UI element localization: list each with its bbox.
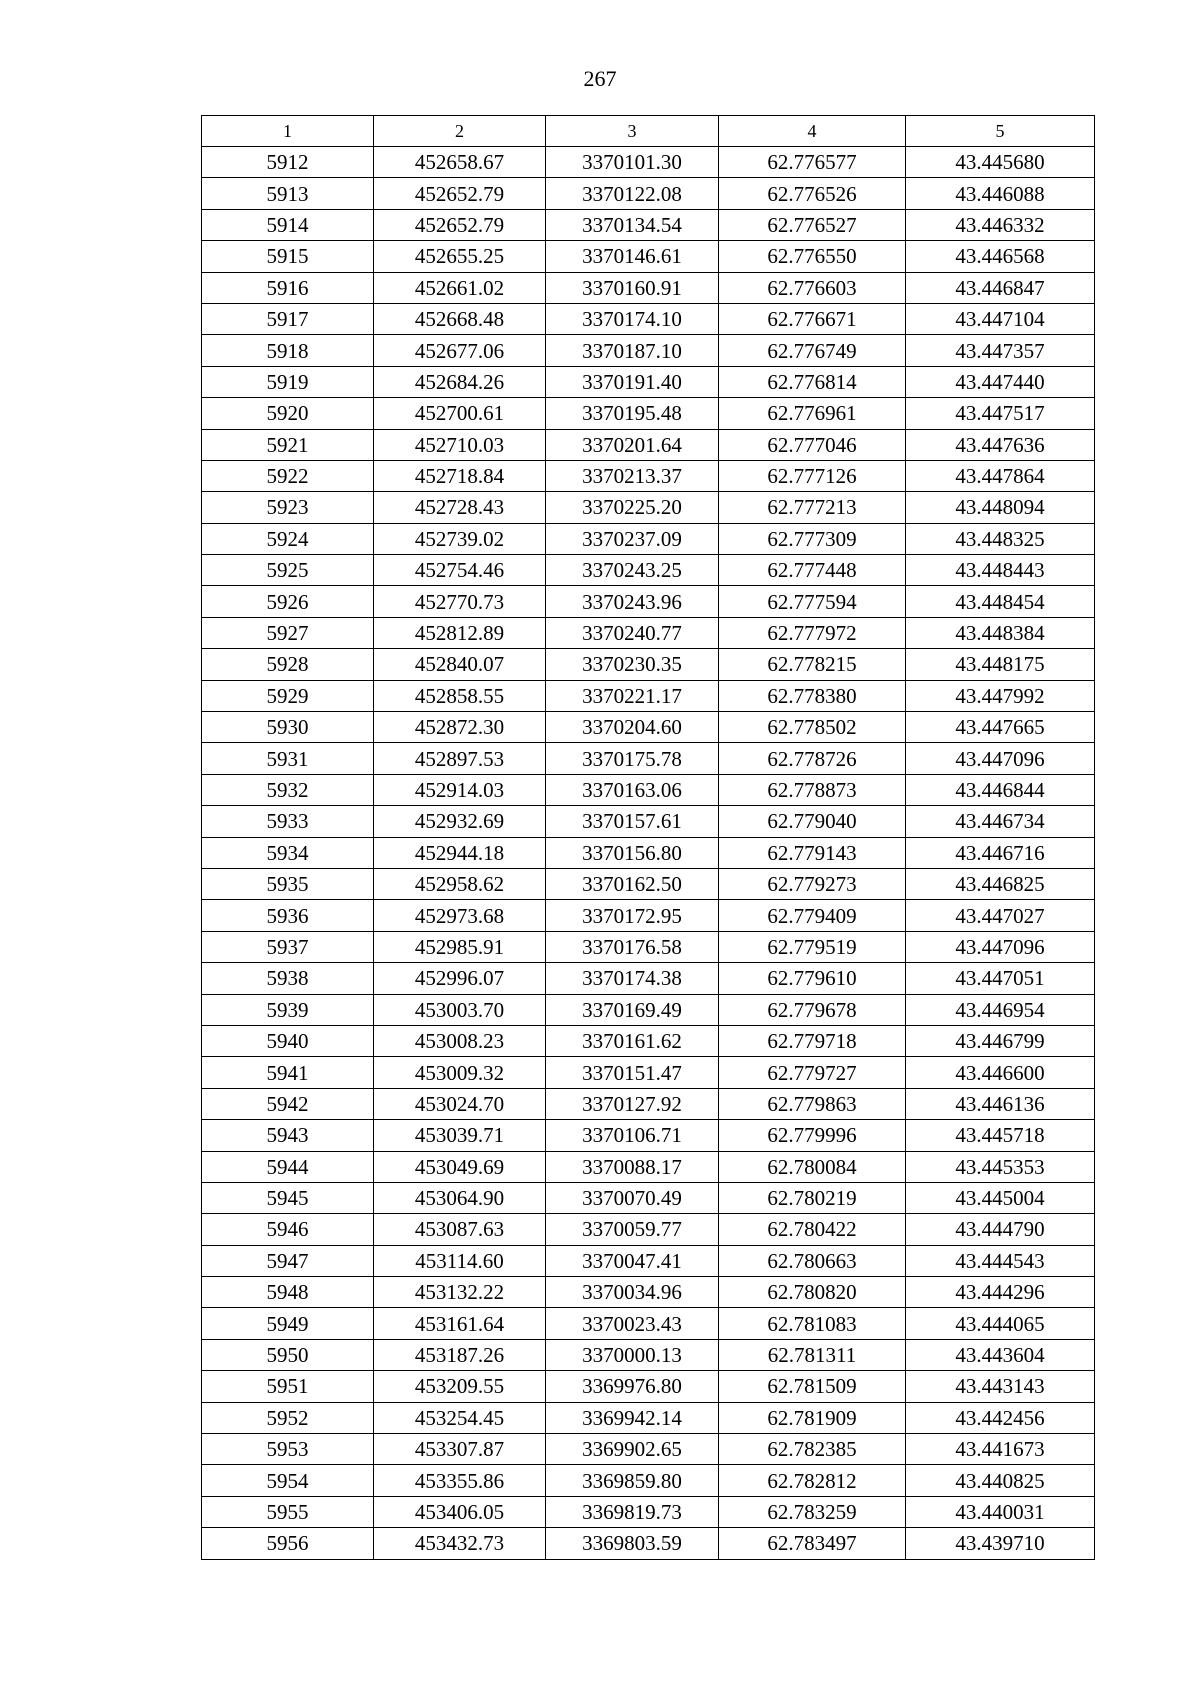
table-cell-col-2: 452958.62 [374, 868, 546, 899]
table-row [202, 1308, 1095, 1339]
table-row [202, 209, 1095, 240]
table-cell-col-5: 43.446136 [906, 1088, 1095, 1119]
table-cell-col-2: 452661.02 [374, 272, 546, 303]
table-row [202, 1120, 1095, 1151]
table-cell-col-1: 5923 [202, 492, 374, 523]
table-cell-col-2: 453307.87 [374, 1434, 546, 1465]
table-cell-col-5: 43.447440 [906, 366, 1095, 397]
table-cell-col-3: 3370174.38 [546, 963, 719, 994]
table-cell-col-4: 62.776526 [719, 178, 906, 209]
table-cell-col-2: 452932.69 [374, 806, 546, 837]
table-cell-col-5: 43.447864 [906, 460, 1095, 491]
table-cell-col-4: 62.776671 [719, 303, 906, 334]
table-cell-col-1: 5924 [202, 523, 374, 554]
table-cell-col-4: 62.780820 [719, 1277, 906, 1308]
table-cell-col-1: 5942 [202, 1088, 374, 1119]
table-cell-col-3: 3370157.61 [546, 806, 719, 837]
table-cell-col-4: 62.783259 [719, 1496, 906, 1527]
table-header-row [202, 116, 1095, 147]
table-cell-col-4: 62.779610 [719, 963, 906, 994]
table-cell-col-1: 5940 [202, 1025, 374, 1056]
table-row [202, 272, 1095, 303]
table-cell-col-2: 453132.22 [374, 1277, 546, 1308]
table-cell-col-1: 5952 [202, 1402, 374, 1433]
table-cell-col-2: 452684.26 [374, 366, 546, 397]
table-row [202, 774, 1095, 805]
table-cell-col-3: 3370161.62 [546, 1025, 719, 1056]
table-cell-col-3: 3370156.80 [546, 837, 719, 868]
column-header-5: 5 [906, 116, 1095, 147]
table-cell-col-5: 43.446332 [906, 209, 1095, 240]
table-cell-col-2: 453254.45 [374, 1402, 546, 1433]
table-row [202, 1214, 1095, 1245]
table-cell-col-1: 5953 [202, 1434, 374, 1465]
table-cell-col-5: 43.446799 [906, 1025, 1095, 1056]
table-cell-col-2: 452973.68 [374, 900, 546, 931]
table-row [202, 492, 1095, 523]
table-cell-col-5: 43.447636 [906, 429, 1095, 460]
table-cell-col-4: 62.781509 [719, 1371, 906, 1402]
table-row [202, 743, 1095, 774]
table-cell-col-4: 62.780422 [719, 1214, 906, 1245]
table-cell-col-5: 43.441673 [906, 1434, 1095, 1465]
table-cell-col-4: 62.779519 [719, 931, 906, 962]
table-cell-col-1: 5935 [202, 868, 374, 899]
table-cell-col-5: 43.446716 [906, 837, 1095, 868]
table-cell-col-1: 5914 [202, 209, 374, 240]
table-cell-col-4: 62.776961 [719, 398, 906, 429]
table-cell-col-1: 5937 [202, 931, 374, 962]
table-cell-col-5: 43.446954 [906, 994, 1095, 1025]
table-cell-col-3: 3370195.48 [546, 398, 719, 429]
table-cell-col-1: 5934 [202, 837, 374, 868]
table-cell-col-4: 62.782812 [719, 1465, 906, 1496]
table-cell-col-4: 62.777309 [719, 523, 906, 554]
table-cell-col-2: 452658.67 [374, 147, 546, 178]
table-cell-col-3: 3370191.40 [546, 366, 719, 397]
table-cell-col-5: 43.445353 [906, 1151, 1095, 1182]
table-cell-col-2: 453432.73 [374, 1528, 546, 1559]
table-cell-col-1: 5938 [202, 963, 374, 994]
table-cell-col-2: 452652.79 [374, 209, 546, 240]
table-cell-col-1: 5920 [202, 398, 374, 429]
table-cell-col-2: 452840.07 [374, 649, 546, 680]
table-cell-col-1: 5943 [202, 1120, 374, 1151]
table-row [202, 837, 1095, 868]
table-cell-col-3: 3370237.09 [546, 523, 719, 554]
table-row [202, 1402, 1095, 1433]
table-row [202, 398, 1095, 429]
table-row [202, 335, 1095, 366]
table-cell-col-4: 62.777213 [719, 492, 906, 523]
table-cell-col-3: 3370023.43 [546, 1308, 719, 1339]
table-row [202, 680, 1095, 711]
table-cell-col-2: 453049.69 [374, 1151, 546, 1182]
table-cell-col-5: 43.440825 [906, 1465, 1095, 1496]
table-row [202, 617, 1095, 648]
table-cell-col-5: 43.446734 [906, 806, 1095, 837]
table-row [202, 931, 1095, 962]
table-cell-col-2: 452944.18 [374, 837, 546, 868]
table-cell-col-5: 43.443604 [906, 1339, 1095, 1370]
table-cell-col-3: 3370243.25 [546, 555, 719, 586]
table-cell-col-1: 5941 [202, 1057, 374, 1088]
table-row [202, 586, 1095, 617]
table-cell-col-4: 62.779727 [719, 1057, 906, 1088]
table-cell-col-4: 62.776603 [719, 272, 906, 303]
table-cell-col-4: 62.779718 [719, 1025, 906, 1056]
table-row [202, 1182, 1095, 1213]
table-cell-col-3: 3370122.08 [546, 178, 719, 209]
table-cell-col-5: 43.446847 [906, 272, 1095, 303]
table-row [202, 303, 1095, 334]
table-row [202, 147, 1095, 178]
table-cell-col-4: 62.778873 [719, 774, 906, 805]
table-row [202, 900, 1095, 931]
table-cell-col-4: 62.777594 [719, 586, 906, 617]
table-cell-col-1: 5917 [202, 303, 374, 334]
table-body [202, 147, 1095, 1560]
table-row [202, 460, 1095, 491]
table-row [202, 1088, 1095, 1119]
table-cell-col-5: 43.448454 [906, 586, 1095, 617]
coordinates-table [201, 115, 1095, 1560]
table-cell-col-3: 3370162.50 [546, 868, 719, 899]
table-cell-col-5: 43.440031 [906, 1496, 1095, 1527]
table-cell-col-1: 5945 [202, 1182, 374, 1213]
table-row [202, 1465, 1095, 1496]
table-cell-col-3: 3370146.61 [546, 241, 719, 272]
table-cell-col-3: 3370163.06 [546, 774, 719, 805]
table-cell-col-4: 62.780663 [719, 1245, 906, 1276]
table-cell-col-1: 5950 [202, 1339, 374, 1370]
table-cell-col-5: 43.448443 [906, 555, 1095, 586]
table-cell-col-4: 62.776577 [719, 147, 906, 178]
table-cell-col-3: 3370230.35 [546, 649, 719, 680]
table-cell-col-4: 62.779040 [719, 806, 906, 837]
table-cell-col-3: 3370225.20 [546, 492, 719, 523]
table-row [202, 1339, 1095, 1370]
table-cell-col-2: 452812.89 [374, 617, 546, 648]
table-cell-col-3: 3370134.54 [546, 209, 719, 240]
table-cell-col-3: 3370070.49 [546, 1182, 719, 1213]
table-row [202, 178, 1095, 209]
table-cell-col-4: 62.781311 [719, 1339, 906, 1370]
table-cell-col-1: 5955 [202, 1496, 374, 1527]
table-cell-col-3: 3369942.14 [546, 1402, 719, 1433]
table-cell-col-5: 43.446568 [906, 241, 1095, 272]
table-cell-col-1: 5939 [202, 994, 374, 1025]
table-cell-col-4: 62.783497 [719, 1528, 906, 1559]
table-cell-col-3: 3369803.59 [546, 1528, 719, 1559]
table-cell-col-4: 62.777126 [719, 460, 906, 491]
table-cell-col-3: 3370169.49 [546, 994, 719, 1025]
table-cell-col-1: 5936 [202, 900, 374, 931]
table-cell-col-3: 3370088.17 [546, 1151, 719, 1182]
table-cell-col-5: 43.447051 [906, 963, 1095, 994]
table-cell-col-5: 43.445718 [906, 1120, 1095, 1151]
table-cell-col-4: 62.779409 [719, 900, 906, 931]
table-cell-col-4: 62.776550 [719, 241, 906, 272]
table-cell-col-3: 3370213.37 [546, 460, 719, 491]
table-cell-col-3: 3370176.58 [546, 931, 719, 962]
table-cell-col-1: 5922 [202, 460, 374, 491]
table-row [202, 963, 1095, 994]
column-header-4: 4 [719, 116, 906, 147]
table-cell-col-2: 453161.64 [374, 1308, 546, 1339]
table-row [202, 429, 1095, 460]
table-cell-col-5: 43.446088 [906, 178, 1095, 209]
table-row [202, 1025, 1095, 1056]
table-cell-col-3: 3370243.96 [546, 586, 719, 617]
table-cell-col-1: 5946 [202, 1214, 374, 1245]
table-cell-col-1: 5929 [202, 680, 374, 711]
table-cell-col-5: 43.446600 [906, 1057, 1095, 1088]
table-cell-col-2: 452754.46 [374, 555, 546, 586]
table-cell-col-2: 452652.79 [374, 178, 546, 209]
table-row [202, 1371, 1095, 1402]
table-cell-col-1: 5925 [202, 555, 374, 586]
table-row [202, 366, 1095, 397]
table-cell-col-4: 62.779996 [719, 1120, 906, 1151]
table-cell-col-2: 452897.53 [374, 743, 546, 774]
table-cell-col-4: 62.778380 [719, 680, 906, 711]
table-cell-col-1: 5947 [202, 1245, 374, 1276]
table-cell-col-4: 62.776814 [719, 366, 906, 397]
table-cell-col-5: 43.447665 [906, 712, 1095, 743]
table-cell-col-5: 43.447027 [906, 900, 1095, 931]
table-cell-col-5: 43.447104 [906, 303, 1095, 334]
table-cell-col-2: 452985.91 [374, 931, 546, 962]
table-cell-col-2: 453009.32 [374, 1057, 546, 1088]
table-cell-col-4: 62.780084 [719, 1151, 906, 1182]
table-cell-col-2: 453003.70 [374, 994, 546, 1025]
table-cell-col-3: 3370047.41 [546, 1245, 719, 1276]
column-header-1: 1 [202, 116, 374, 147]
table-cell-col-2: 452872.30 [374, 712, 546, 743]
table-cell-col-1: 5915 [202, 241, 374, 272]
table-cell-col-5: 43.447357 [906, 335, 1095, 366]
table-row [202, 1434, 1095, 1465]
table-cell-col-5: 43.448384 [906, 617, 1095, 648]
table-cell-col-2: 453114.60 [374, 1245, 546, 1276]
table-cell-col-4: 62.777046 [719, 429, 906, 460]
table-cell-col-2: 452700.61 [374, 398, 546, 429]
table-row [202, 712, 1095, 743]
table-cell-col-1: 5921 [202, 429, 374, 460]
table-cell-col-2: 453024.70 [374, 1088, 546, 1119]
table-cell-col-3: 3370101.30 [546, 147, 719, 178]
column-header-3: 3 [546, 116, 719, 147]
table-cell-col-3: 3369976.80 [546, 1371, 719, 1402]
table-cell-col-5: 43.442456 [906, 1402, 1095, 1433]
table-cell-col-3: 3370160.91 [546, 272, 719, 303]
table-cell-col-2: 452739.02 [374, 523, 546, 554]
table-cell-col-2: 452677.06 [374, 335, 546, 366]
table-cell-col-2: 453355.86 [374, 1465, 546, 1496]
table-cell-col-2: 453209.55 [374, 1371, 546, 1402]
table-cell-col-1: 5930 [202, 712, 374, 743]
table-cell-col-4: 62.779863 [719, 1088, 906, 1119]
table-row [202, 241, 1095, 272]
table-cell-col-1: 5956 [202, 1528, 374, 1559]
table-cell-col-4: 62.781909 [719, 1402, 906, 1433]
table-row [202, 523, 1095, 554]
table-cell-col-1: 5912 [202, 147, 374, 178]
table-cell-col-4: 62.777448 [719, 555, 906, 586]
table-cell-col-1: 5931 [202, 743, 374, 774]
table-cell-col-4: 62.779143 [719, 837, 906, 868]
table-cell-col-3: 3369859.80 [546, 1465, 719, 1496]
table-row [202, 1496, 1095, 1527]
table-cell-col-2: 452996.07 [374, 963, 546, 994]
table-cell-col-3: 3370174.10 [546, 303, 719, 334]
table-cell-col-1: 5954 [202, 1465, 374, 1496]
table-cell-col-4: 62.782385 [719, 1434, 906, 1465]
table-cell-col-3: 3370240.77 [546, 617, 719, 648]
table-cell-col-5: 43.447517 [906, 398, 1095, 429]
table-cell-col-5: 43.439710 [906, 1528, 1095, 1559]
column-header-2: 2 [374, 116, 546, 147]
table-cell-col-5: 43.444790 [906, 1214, 1095, 1245]
table-cell-col-4: 62.780219 [719, 1182, 906, 1213]
table-cell-col-5: 43.447992 [906, 680, 1095, 711]
table-cell-col-5: 43.448094 [906, 492, 1095, 523]
table-cell-col-1: 5926 [202, 586, 374, 617]
table-cell-col-3: 3370106.71 [546, 1120, 719, 1151]
table-cell-col-1: 5949 [202, 1308, 374, 1339]
table-cell-col-1: 5919 [202, 366, 374, 397]
table-cell-col-2: 452858.55 [374, 680, 546, 711]
table-cell-col-3: 3369902.65 [546, 1434, 719, 1465]
table-cell-col-1: 5927 [202, 617, 374, 648]
table-cell-col-1: 5951 [202, 1371, 374, 1402]
table-cell-col-3: 3370059.77 [546, 1214, 719, 1245]
table-cell-col-4: 62.776527 [719, 209, 906, 240]
table-cell-col-3: 3370201.64 [546, 429, 719, 460]
table-row [202, 555, 1095, 586]
table-cell-col-4: 62.778502 [719, 712, 906, 743]
table-cell-col-1: 5913 [202, 178, 374, 209]
table-cell-col-2: 453008.23 [374, 1025, 546, 1056]
table-cell-col-1: 5928 [202, 649, 374, 680]
table-cell-col-2: 452655.25 [374, 241, 546, 272]
table-cell-col-5: 43.444543 [906, 1245, 1095, 1276]
table-row [202, 994, 1095, 1025]
table-cell-col-5: 43.444296 [906, 1277, 1095, 1308]
table-cell-col-5: 43.446825 [906, 868, 1095, 899]
table-cell-col-5: 43.448325 [906, 523, 1095, 554]
table-cell-col-3: 3370127.92 [546, 1088, 719, 1119]
table-row [202, 806, 1095, 837]
table-row [202, 1528, 1095, 1559]
table-cell-col-2: 452728.43 [374, 492, 546, 523]
table-cell-col-2: 453064.90 [374, 1182, 546, 1213]
table-row [202, 868, 1095, 899]
table-cell-col-1: 5916 [202, 272, 374, 303]
table-cell-col-5: 43.447096 [906, 743, 1095, 774]
table-cell-col-3: 3370187.10 [546, 335, 719, 366]
table-cell-col-4: 62.778726 [719, 743, 906, 774]
table-cell-col-4: 62.776749 [719, 335, 906, 366]
table-cell-col-2: 453187.26 [374, 1339, 546, 1370]
table-cell-col-1: 5918 [202, 335, 374, 366]
page-number: 267 [583, 66, 617, 91]
table-cell-col-4: 62.777972 [719, 617, 906, 648]
table-cell-col-2: 452914.03 [374, 774, 546, 805]
table-cell-col-5: 43.447096 [906, 931, 1095, 962]
table-cell-col-5: 43.445004 [906, 1182, 1095, 1213]
table-cell-col-1: 5932 [202, 774, 374, 805]
table-cell-col-3: 3370221.17 [546, 680, 719, 711]
table-cell-col-4: 62.779678 [719, 994, 906, 1025]
table-cell-col-3: 3369819.73 [546, 1496, 719, 1527]
table-cell-col-5: 43.445680 [906, 147, 1095, 178]
table-cell-col-1: 5948 [202, 1277, 374, 1308]
table-cell-col-2: 452668.48 [374, 303, 546, 334]
table-row [202, 1057, 1095, 1088]
table-cell-col-5: 43.444065 [906, 1308, 1095, 1339]
table-cell-col-2: 452770.73 [374, 586, 546, 617]
table-cell-col-5: 43.446844 [906, 774, 1095, 805]
table-cell-col-4: 62.781083 [719, 1308, 906, 1339]
table-row [202, 1277, 1095, 1308]
table-cell-col-2: 453087.63 [374, 1214, 546, 1245]
table-cell-col-5: 43.443143 [906, 1371, 1095, 1402]
table-cell-col-3: 3370204.60 [546, 712, 719, 743]
table-cell-col-1: 5933 [202, 806, 374, 837]
table-cell-col-2: 453039.71 [374, 1120, 546, 1151]
table-row [202, 1151, 1095, 1182]
table-cell-col-4: 62.779273 [719, 868, 906, 899]
table-cell-col-1: 5944 [202, 1151, 374, 1182]
table-cell-col-4: 62.778215 [719, 649, 906, 680]
table-row [202, 649, 1095, 680]
table-cell-col-3: 3370034.96 [546, 1277, 719, 1308]
table-cell-col-2: 453406.05 [374, 1496, 546, 1527]
table-cell-col-3: 3370151.47 [546, 1057, 719, 1088]
table-cell-col-2: 452718.84 [374, 460, 546, 491]
table-cell-col-2: 452710.03 [374, 429, 546, 460]
table-cell-col-3: 3370000.13 [546, 1339, 719, 1370]
table-cell-col-5: 43.448175 [906, 649, 1095, 680]
table-cell-col-3: 3370175.78 [546, 743, 719, 774]
table-row [202, 1245, 1095, 1276]
table-cell-col-3: 3370172.95 [546, 900, 719, 931]
